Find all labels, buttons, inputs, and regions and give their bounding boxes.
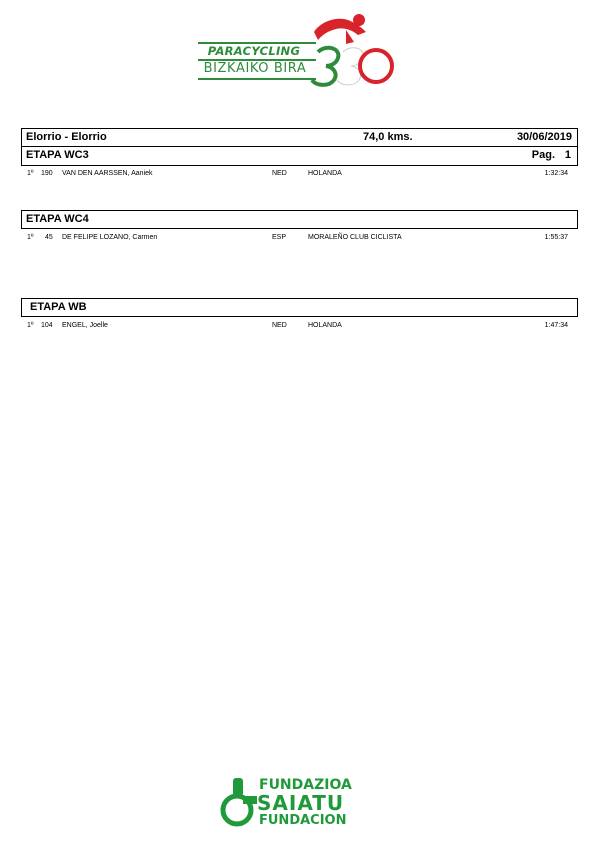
- result-team: MORALEÑO CLUB CICLISTA: [308, 234, 402, 241]
- table-row: [21, 170, 578, 182]
- race-date: 30/06/2019: [516, 131, 572, 143]
- paracycling-logo: [196, 10, 401, 88]
- result-position: 1º: [27, 170, 34, 177]
- table-row: [21, 234, 578, 246]
- logo-text-fundacion: FUNDACION: [259, 813, 347, 828]
- result-bib: 190: [41, 170, 53, 177]
- page-number: 1: [564, 149, 571, 161]
- logo-text-paracycling: PARACYCLING: [207, 44, 301, 58]
- logo-text-fundazioa: FUNDAZIOA: [259, 777, 352, 793]
- divider: [21, 165, 578, 166]
- category-title: ETAPA WC3: [26, 149, 89, 161]
- result-time: 1:55:37: [544, 234, 568, 241]
- result-bib: 104: [41, 322, 53, 329]
- section-title: ETAPA WB: [30, 301, 87, 313]
- result-team: HOLANDA: [308, 322, 342, 329]
- route-name: Elorrio - Elorrio: [26, 131, 107, 143]
- result-name: VAN DEN AARSSEN, Aaniek: [62, 170, 153, 177]
- table-row: [21, 322, 578, 334]
- result-team: HOLANDA: [308, 170, 342, 177]
- saiatu-emblem-icon: [219, 776, 259, 828]
- result-position: 1º: [27, 234, 34, 241]
- logo-text-bizkaiko-bira: BIZKAIKO BIRA: [203, 61, 307, 76]
- race-header: [21, 128, 578, 166]
- result-name: DE FELIPE LOZANO, Carmen: [62, 234, 158, 241]
- result-nationality: NED: [272, 170, 287, 177]
- page-label: Pag.: [531, 149, 555, 161]
- result-nationality: ESP: [272, 234, 287, 241]
- saiatu-logo: [219, 776, 379, 828]
- section-header: [21, 210, 578, 229]
- result-bib: 45: [45, 234, 53, 241]
- result-time: 1:32:34: [544, 170, 568, 177]
- section-header: [21, 298, 578, 317]
- result-nationality: NED: [272, 322, 287, 329]
- section-title: ETAPA WC4: [26, 213, 89, 225]
- route-distance: 74,0 kms.: [363, 131, 413, 143]
- logo-text-saiatu: SAIATU: [257, 791, 345, 815]
- result-name: ENGEL, Joelle: [62, 322, 108, 329]
- header-row-category: [22, 147, 577, 165]
- result-position: 1º: [27, 322, 34, 329]
- result-time: 1:47:34: [544, 322, 568, 329]
- header-row-route: [22, 129, 577, 147]
